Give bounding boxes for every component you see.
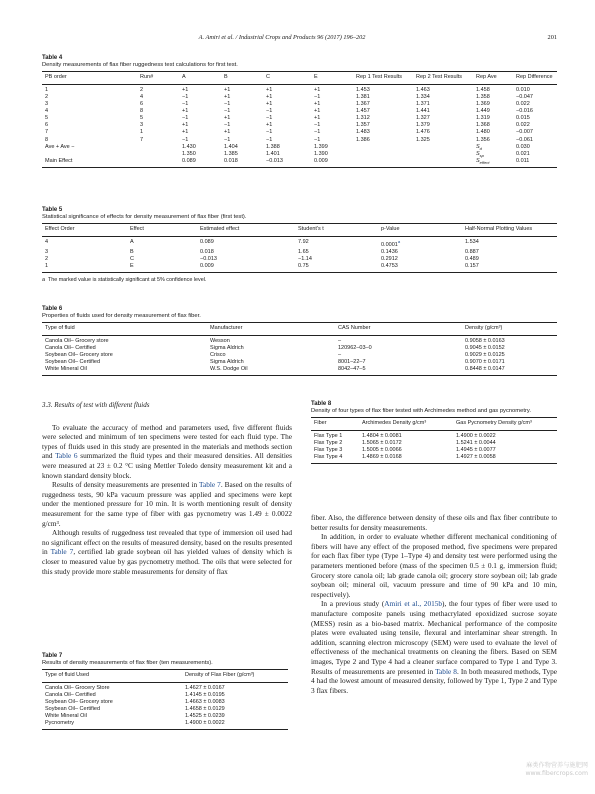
table-row (42, 94, 557, 101)
table-row (311, 447, 557, 454)
column-header: Rep Difference (516, 74, 553, 81)
table-row (42, 692, 288, 699)
table-cell: $S_{sp}$ (476, 150, 484, 158)
table-cell: −1 (314, 94, 321, 101)
column-header: Rep 1 Test Results (356, 74, 403, 81)
table-cell: 6 (140, 101, 144, 108)
column-header: CAS Number (338, 325, 371, 332)
table-cell: 0.1436 (381, 249, 398, 256)
table-cell: 1.453 (356, 87, 370, 94)
table-cell: −1 (224, 136, 231, 143)
table-cell: 3 (45, 101, 49, 108)
table-cell: 8001–22–7 (338, 359, 366, 366)
table-cell: 1.4927 ± 0.0058 (456, 454, 496, 461)
table-cell: Soybean Oil– Grocery store (45, 699, 113, 706)
table-cell: A (130, 239, 134, 246)
table-cell: −1 (266, 115, 273, 122)
table-cell: 1.325 (416, 136, 430, 143)
column-header: Effect Order (45, 226, 75, 233)
table-cell: 7.92 (298, 239, 309, 246)
table-caption: Density measurements of flax fiber ruggedness test calculations for first test. (42, 61, 238, 68)
table-cell: 1.319 (476, 115, 490, 122)
table-cell (137, 144, 179, 151)
table-cell: 1.357 (356, 122, 370, 129)
watermark-line: www.fibercrops.com (525, 769, 588, 777)
table-cell: 1.4900 ± 0.0022 (185, 720, 225, 727)
table-cell: 1.399 (314, 143, 328, 150)
table-cell: −1 (266, 129, 273, 136)
table-cell: 1.5065 ± 0.0172 (362, 440, 402, 447)
table-cell: 1.379 (416, 122, 430, 129)
table-cell: +1 (266, 122, 273, 129)
table-cell: $S_{effect}$ (476, 157, 490, 166)
table-cell: 0.9029 ± 0.0125 (465, 352, 505, 359)
table-cell: −0.016 (516, 108, 533, 115)
table-cell: 1.385 (224, 150, 238, 157)
table-cell: 0.010 (516, 87, 530, 94)
table-row (42, 706, 288, 713)
table-cell: +1 (314, 115, 321, 122)
footnote-marker: a (42, 277, 45, 284)
table-cell: 1.4663 ± 0.0083 (185, 699, 225, 706)
paragraph: Although results of ruggedness test revealed that type of immersion oil used had no significant effect on the results of measured density, based on the results presented in Table 7, certified lab grade soybean oil has yielded values of density which is closer to measured value by gas pycnometry method. The oils that were selected for this study provide more stable measurements for density of flax (42, 528, 292, 576)
table-cell: −1 (182, 101, 189, 108)
table-cell: 1.4900 ± 0.0022 (456, 433, 496, 440)
table-cell: 1.449 (476, 108, 490, 115)
running-header (42, 34, 557, 46)
table-cell: – (338, 352, 342, 359)
table-caption: Properties of fluids used for density measurement of flax fiber. (42, 312, 201, 319)
table-title: Table 6 (42, 306, 63, 312)
table-cell: 1.4145 ± 0.0195 (185, 692, 225, 699)
table-cell: 0.030 (516, 143, 530, 150)
table-link[interactable]: Table 8 (435, 666, 457, 676)
table-cell: Soybean Oil– Grocery store (45, 352, 113, 359)
table-cell (413, 158, 473, 167)
table-rule (42, 167, 557, 168)
table-cell: +1 (266, 94, 273, 101)
paragraph: fiber. Also, the difference between density of these oils and flax fiber contribute to better results for density measurements. (311, 513, 557, 532)
table-row (42, 137, 557, 144)
table-cell: Canola Oil– Grocery store (45, 338, 109, 345)
table-link[interactable]: Table 7 (199, 480, 221, 490)
table-8 (311, 401, 557, 464)
table-row (42, 101, 557, 108)
header-row (42, 72, 557, 85)
table-4 (42, 55, 557, 168)
table-7-grid (42, 670, 288, 729)
table-cell: 0.018 (224, 157, 238, 164)
table-row (42, 151, 557, 158)
table-cell: 4 (45, 239, 49, 246)
table-cell: 0.9070 ± 0.0171 (465, 359, 505, 366)
paragraph: In addition, in order to evaluate whether different mechanical conditioning of fibers will have any effect of the proposed method, five specimens were prepared for each flax fiber type (Type 1–Type 4) and density test were performed using the parameters mentioned before (mass of the specimen 0.5 ± 0.1 g, immersion fluid; Grocery store canola oil; lab grade canola oil; grocery store soybean oil; lab grade soybean oil; mineral oil, vacuum pressure and time of 90 kPa and 10 min, respectively). (311, 532, 557, 599)
table-cell: 3 (45, 249, 49, 256)
table-cell: 1.480 (476, 129, 490, 136)
table-cell: Soybean Oil– Certified (45, 359, 101, 366)
table-cell: 1.367 (356, 101, 370, 108)
table-cell: 1.4627 ± 0.0167 (185, 685, 225, 692)
left-column (42, 401, 292, 576)
table-cell: 1 (45, 263, 49, 270)
table-cell (353, 144, 413, 151)
table-row (42, 345, 557, 352)
table-cell: Pycnometry (45, 720, 75, 727)
table-cell: Main Effect (45, 157, 73, 164)
table-row (42, 699, 288, 706)
table-cell: 1.458 (476, 87, 490, 94)
table-cell: White Mineral Oil (45, 366, 87, 373)
table-cell: 0.011 (516, 157, 530, 164)
table-rule (42, 729, 288, 730)
table-cell: +1 (314, 101, 321, 108)
table-cell: E (130, 263, 134, 270)
column-header: A (182, 74, 186, 81)
table-cell: 1.334 (416, 94, 430, 101)
table-6-grid (42, 323, 557, 375)
table-cell: 1.368 (476, 122, 490, 129)
table-row (311, 454, 557, 463)
table-cell: −1.14 (298, 256, 312, 263)
table-cell: 1.371 (416, 101, 430, 108)
table-7 (42, 653, 288, 730)
table-cell: 1.4525 ± 0.0239 (185, 713, 225, 720)
table-row (42, 115, 557, 122)
table-cell: 0.4753 (381, 263, 398, 270)
significance-marker: a (397, 239, 401, 245)
table-row (42, 108, 557, 115)
table-row (42, 122, 557, 129)
table-cell: 0.021 (516, 150, 530, 157)
table-cell: 5 (140, 115, 144, 122)
table-cell: 1.476 (416, 129, 430, 136)
table-row (42, 359, 557, 366)
table-cell: 0.089 (182, 157, 196, 164)
page-number: 201 (547, 34, 557, 41)
table-cell (353, 151, 413, 158)
table-cell: Flax Type 2 (314, 440, 343, 447)
table-cell: −1 (182, 115, 189, 122)
column-header: p-Value (381, 226, 400, 233)
table-cell: W.S. Dodge Oil (210, 366, 248, 373)
table-cell: C (130, 256, 134, 263)
table-cell: 1.390 (314, 150, 328, 157)
table-cell: Canola Oil– Certified (45, 345, 96, 352)
table-cell: 1.401 (266, 150, 280, 157)
table-cell: −1 (224, 101, 231, 108)
table-cell: 1.430 (182, 143, 196, 150)
table-cell: +1 (314, 108, 321, 115)
table-cell: 1.381 (356, 94, 370, 101)
table-cell: 1 (45, 87, 49, 94)
table-row (42, 249, 557, 256)
column-header: Archimedes Density g/cm³ (362, 420, 427, 427)
table-cell: +1 (182, 87, 189, 94)
table-cell: +1 (182, 122, 189, 129)
table-cell: −0.061 (516, 136, 533, 143)
table-cell: 1.386 (356, 136, 370, 143)
table-cell: −1 (224, 108, 231, 115)
table-cell: −1 (314, 122, 321, 129)
table-cell: 1.356 (476, 136, 490, 143)
header-row (42, 224, 557, 237)
table-row (42, 720, 288, 729)
paragraph: To evaluate the accuracy of method and parameters used, five different fluids were selected and minimum of ten specimens were tested for each fluid type. The types of fluids used in this study are presented in the materials and methods section and Table 6 summarized the fluid types and their measured densities. All densities were measured at 23 ± 0.2 °C using Mettler Toledo density measurement kit and a known standard density block. (42, 422, 292, 480)
table-cell: Canola Oil– Certified (45, 692, 96, 699)
table-cell: 0.489 (465, 256, 479, 263)
table-cell: +1 (224, 115, 231, 122)
table-cell: 0.8448 ± 0.0147 (465, 366, 505, 373)
table-cell: 1.4869 ± 0.0168 (362, 454, 402, 461)
table-cell: +1 (224, 87, 231, 94)
table-row (42, 366, 557, 375)
table-cell: B (130, 249, 134, 256)
table-cell: 1.5241 ± 0.0044 (456, 440, 496, 447)
table-cell: 7 (45, 129, 49, 136)
table-cell: 1.350 (182, 150, 196, 157)
table-cell: 1.5005 ± 0.0066 (362, 447, 402, 454)
column-header: Density (g/cm³) (465, 325, 503, 332)
table-cell: 0.157 (465, 263, 479, 270)
table-row (311, 440, 557, 447)
table-cell: 8 (140, 108, 144, 115)
table-cell: +1 (314, 87, 321, 94)
table-cell: 0.9045 ± 0.0152 (465, 345, 505, 352)
table-cell: −0.007 (516, 129, 533, 136)
table-8-grid (311, 418, 557, 463)
table-cell: 2 (45, 256, 49, 263)
paragraph: Results of density measurements are presented in Table 7. Based on the results of ruggedness tests, 90 kPa vacuum pressure was applied and specimens were kept under the mentioned pressure for 10 min. It is worth mentioning result of density measurement for the same type of fiber with gas pycnometry was 1.49 ± 0.0022 g/cm³. (42, 480, 292, 528)
table-cell: 1.441 (416, 108, 430, 115)
table-cell: – (338, 338, 342, 345)
column-header: Estimated effect (200, 226, 240, 233)
table-cell: 120962–03–0 (338, 345, 372, 352)
right-column (311, 513, 557, 695)
table-footnote (42, 277, 557, 283)
table-cell: 1.457 (356, 108, 370, 115)
table-cell: Sigma Aldrich (210, 359, 244, 366)
table-row (42, 237, 557, 249)
column-header: Effect (130, 226, 144, 233)
table-cell: Soybean Oil– Certified (45, 706, 101, 713)
column-header: Density of Flax Fiber (g/cm³) (185, 672, 255, 679)
table-cell: 1.327 (416, 115, 430, 122)
table-cell: 1.404 (224, 143, 238, 150)
table-row (42, 129, 557, 136)
table-rule (311, 463, 557, 464)
table-cell: $S_d$ (476, 143, 482, 151)
table-cell: 7 (140, 136, 144, 143)
column-header: Half-Normal Plotting Values (465, 226, 533, 233)
table-cell: 1.4945 ± 0.0077 (456, 447, 496, 454)
table-row (42, 85, 557, 95)
column-header: Gas Pycnometry Density g/cm³ (456, 420, 532, 427)
table-cell: 0.022 (516, 101, 530, 108)
column-header: Rep Ave (476, 74, 497, 81)
table-cell: 1.463 (416, 87, 430, 94)
table-caption: Results of density measurements of flax fiber (ten measurements). (42, 659, 213, 666)
header-row (42, 323, 557, 336)
table-cell: 0.0001$^a$ (381, 239, 401, 249)
column-header: B (224, 74, 228, 81)
table-cell: 1 (140, 129, 144, 136)
table-cell: +1 (224, 129, 231, 136)
table-cell: 1.358 (476, 94, 490, 101)
table-cell: −1 (182, 136, 189, 143)
table-cell: −1 (266, 136, 273, 143)
table-cell: 0.75 (298, 263, 309, 270)
table-row (42, 713, 288, 720)
table-cell: 1.4658 ± 0.0129 (185, 706, 225, 713)
column-header: PB order (45, 74, 67, 81)
table-link[interactable]: Table 7 (50, 547, 74, 557)
table-cell: 1.388 (266, 143, 280, 150)
table-caption: Statistical significance of effects for density measurement of flax fiber (first test). (42, 213, 247, 220)
table-cell: 2 (140, 87, 144, 94)
header-row (311, 418, 557, 431)
table-link[interactable]: Table 6 (55, 451, 78, 461)
table-cell: −0.013 (266, 157, 283, 164)
table-cell (42, 151, 137, 158)
table-cell: 0.009 (314, 157, 328, 164)
table-cell: 5 (45, 115, 49, 122)
table-cell: Canola Oil– Grocery Store (45, 685, 110, 692)
table-title: Table 8 (311, 401, 332, 407)
table-5 (42, 207, 557, 283)
table-rule (42, 375, 557, 376)
table-cell: 0.887 (465, 249, 479, 256)
table-cell: Crisco (210, 352, 226, 359)
column-header: Type of fluid Used (45, 672, 90, 679)
table-5-grid (42, 224, 557, 272)
table-cell: 1.65 (298, 249, 309, 256)
table-title: Table 4 (42, 55, 63, 61)
table-cell: 1.312 (356, 115, 370, 122)
table-row (42, 683, 288, 693)
journal-citation: A. Amiri et al. / Industrial Crops and Products 96 (2017) 196–202 (198, 34, 366, 41)
table-cell (413, 151, 473, 158)
table-cell: Flax Type 4 (314, 454, 343, 461)
table-cell: 0.022 (516, 122, 530, 129)
table-cell (353, 158, 413, 167)
table-cell (413, 144, 473, 151)
table-rule (42, 272, 557, 273)
watermark (468, 762, 588, 778)
table-row (42, 144, 557, 151)
table-row (42, 352, 557, 359)
table-cell: −0.047 (516, 94, 533, 101)
footnote-text: The marked value is statistically significant at 5% confidence level. (47, 277, 207, 284)
table-cell: 0.2912 (381, 256, 398, 263)
table-cell: 0.018 (200, 249, 214, 256)
table-cell: 8042–47–5 (338, 366, 366, 373)
table-title: Table 5 (42, 207, 63, 213)
table-row (311, 431, 557, 441)
table-cell: 8 (45, 136, 49, 143)
table-cell: Flax Type 1 (314, 433, 343, 440)
table-cell: 4 (140, 94, 144, 101)
table-cell: −0.013 (200, 256, 217, 263)
table-cell: −1 (314, 136, 321, 143)
table-cell: −1 (182, 94, 189, 101)
table-cell: Ave + Ave − (45, 143, 75, 150)
column-header: Type of fluid (45, 325, 75, 332)
table-row (42, 263, 557, 272)
column-header: C (266, 74, 270, 81)
table-cell: 0.9058 ± 0.0163 (465, 338, 505, 345)
table-row (42, 336, 557, 346)
table-cell: +1 (266, 87, 273, 94)
column-header: Fiber (314, 420, 327, 427)
watermark-line: 麻类作物营养与施肥网 (526, 762, 588, 769)
column-header: Run# (140, 74, 154, 81)
column-header: Manufacturer (210, 325, 243, 332)
table-cell: 0.089 (200, 239, 214, 246)
table-cell: +1 (266, 101, 273, 108)
column-header: Rep 2 Test Results (416, 74, 463, 81)
table-4-grid (42, 72, 557, 167)
table-cell: +1 (182, 108, 189, 115)
table-cell: +1 (224, 94, 231, 101)
column-header: Student's t (298, 226, 324, 233)
table-row (42, 158, 557, 167)
column-header: E (314, 74, 318, 81)
table-cell: 1.483 (356, 129, 370, 136)
header-row (42, 670, 288, 683)
table-cell: −1 (314, 129, 321, 136)
table-row (42, 256, 557, 263)
table-cell: 6 (45, 122, 49, 129)
table-cell: 0.015 (516, 115, 530, 122)
table-cell: +1 (182, 129, 189, 136)
table-cell: 4 (45, 108, 49, 115)
table-title: Table 7 (42, 653, 63, 659)
table-cell: 2 (45, 94, 49, 101)
citation-link[interactable]: Amiri et al., 2015b (384, 599, 443, 609)
table-cell (137, 151, 179, 158)
table-cell: 0.009 (200, 263, 214, 270)
table-cell: −1 (266, 108, 273, 115)
table-caption: Density of four types of flax fiber tested with Archimedes method and gas pycnometry. (311, 407, 531, 414)
section-heading: 3.3. Results of test with different fluids (42, 401, 150, 409)
table-cell: Sigma Aldrich (210, 345, 244, 352)
table-cell: −1 (224, 122, 231, 129)
table-cell: Flax Type 3 (314, 447, 343, 454)
table-cell: 1.369 (476, 101, 490, 108)
table-cell: Wesson (210, 338, 230, 345)
table-cell: 1.534 (465, 239, 479, 246)
table-cell: 1.4804 ± 0.0081 (362, 433, 402, 440)
table-cell (137, 158, 179, 167)
table-cell: White Mineral Oil (45, 713, 87, 720)
paragraph: In a previous study (Amiri et al., 2015b), the four types of fiber were used to manufacture composite panels using methacrylated epoxidized sucrose soyate (MESS) resin as a bio-based matrix. Mechanical performance of the composite plates were evaluated using tensile, flexural and interlaminar shear strength. In addition, scanning electron microscopy (SEM) were used to evaluate the level of effectiveness of the mechanical treatments on cleaning the fibers. Based on SEM images, Type 2 and Type 4 had a cleaner surface compared to Type 1 and Type 3. Results of measurements are presented in Table 8. In both measured methods, Type 4 had the lowest amount of measured density, followed by Type 1, Type 2 and Type 3 flax fibers. (311, 599, 557, 695)
table-6 (42, 306, 557, 376)
table-cell: 3 (140, 122, 144, 129)
